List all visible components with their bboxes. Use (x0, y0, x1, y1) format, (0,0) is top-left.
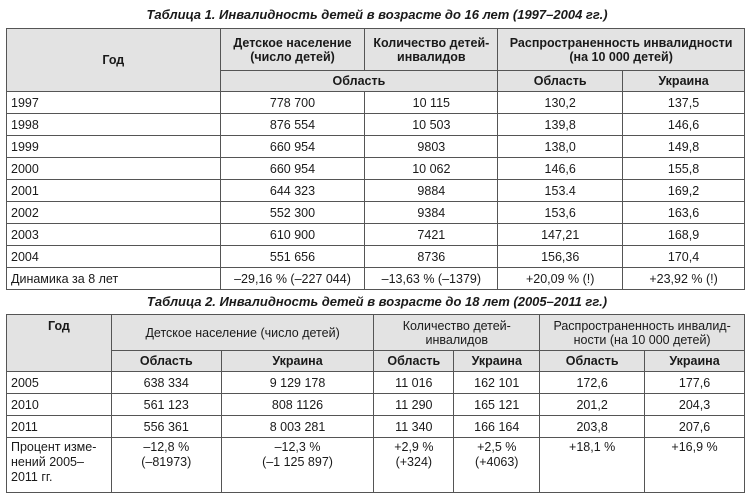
table-row (7, 372, 745, 394)
summary-oblast: +20,09 % (!) (498, 268, 623, 290)
t2-header-disabled: Количество детей-инвалидов (374, 315, 540, 351)
year-cell: 1999 (7, 136, 221, 158)
year-cell: 2003 (7, 224, 221, 246)
summary-dis-oblast (374, 438, 454, 493)
population-cell: 610 900 (220, 224, 365, 246)
year-cell: 2000 (7, 158, 221, 180)
summary-percent: –12,3 % (274, 440, 321, 454)
summary-dis-ukraine (454, 438, 540, 493)
t2-header-prev-oblast: Область (540, 351, 645, 372)
disabled-cell: 10 503 (365, 114, 498, 136)
summary-prev-ukraine: +16,9 % (645, 438, 745, 493)
t2-header-dis-ukraine: Украина (454, 351, 540, 372)
table2 (6, 314, 745, 493)
table-row (7, 224, 745, 246)
oblast-cell: 146,6 (498, 158, 623, 180)
prev-oblast-cell: 201,2 (540, 394, 645, 416)
ukraine-cell: 163,6 (623, 202, 745, 224)
pop-ukraine-cell: 808 1126 (221, 394, 374, 416)
t2-header-year: Год (7, 315, 112, 372)
ukraine-cell: 170,4 (623, 246, 745, 268)
t2-header-prevalence: Распространенность инвалид-ности (на 10 000 детей) (540, 315, 745, 351)
ukraine-cell: 168,9 (623, 224, 745, 246)
dis-oblast-cell: 11 290 (374, 394, 454, 416)
disabled-cell: 7421 (365, 224, 498, 246)
summary-population: –29,16 % (–227 044) (220, 268, 365, 290)
year-cell: 2002 (7, 202, 221, 224)
summary-absolute: (–1 125 897) (262, 455, 333, 469)
summary-absolute: (+4063) (475, 455, 519, 469)
year-cell: 1998 (7, 114, 221, 136)
oblast-cell: 156,36 (498, 246, 623, 268)
t1-header-year: Год (7, 29, 221, 92)
dis-ukraine-cell: 166 164 (454, 416, 540, 438)
t2-header-population: Детское население (число детей) (111, 315, 374, 351)
population-cell: 552 300 (220, 202, 365, 224)
disabled-cell: 10 115 (365, 92, 498, 114)
table-row (7, 202, 745, 224)
t2-header-pop-ukraine: Украина (221, 351, 374, 372)
summary-pop-ukraine (221, 438, 374, 493)
table-row (7, 394, 745, 416)
prev-oblast-cell: 203,8 (540, 416, 645, 438)
table1 (6, 28, 745, 290)
dis-ukraine-cell: 162 101 (454, 372, 540, 394)
ukraine-cell: 155,8 (623, 158, 745, 180)
year-cell: 2005 (7, 372, 112, 394)
oblast-cell: 153.4 (498, 180, 623, 202)
dis-ukraine-cell: 165 121 (454, 394, 540, 416)
summary-label-line: нений 2005– (11, 455, 84, 469)
t2-header-pop-oblast: Область (111, 351, 221, 372)
summary-percent: +2,9 % (394, 440, 434, 454)
t1-header-prevalence: Распространенность инвалидности (на 10 000 детей) (498, 29, 745, 71)
table-row (7, 180, 745, 202)
ukraine-cell: 169,2 (623, 180, 745, 202)
t1-header-oblast-span: Область (220, 71, 498, 92)
pop-oblast-cell: 556 361 (111, 416, 221, 438)
summary-label-line: 2011 гг. (11, 470, 53, 484)
t2-header-prev-ukraine: Украина (645, 351, 745, 372)
year-cell: 2010 (7, 394, 112, 416)
summary-ukraine: +23,92 % (!) (623, 268, 745, 290)
summary-percent: +2,5 % (477, 440, 517, 454)
oblast-cell: 130,2 (498, 92, 623, 114)
prev-ukraine-cell: 177,6 (645, 372, 745, 394)
t1-header-population: Детское население (число детей) (220, 29, 365, 71)
disabled-cell: 9803 (365, 136, 498, 158)
t2-header-dis-oblast: Область (374, 351, 454, 372)
population-cell: 876 554 (220, 114, 365, 136)
disabled-cell: 10 062 (365, 158, 498, 180)
disabled-cell: 9884 (365, 180, 498, 202)
year-cell: 2004 (7, 246, 221, 268)
table-row (7, 114, 745, 136)
table-row (7, 246, 745, 268)
summary-row (7, 438, 745, 493)
summary-absolute: (+324) (395, 455, 433, 469)
summary-disabled: –13,63 % (–1379) (365, 268, 498, 290)
population-cell: 644 323 (220, 180, 365, 202)
year-cell: 1997 (7, 92, 221, 114)
oblast-cell: 139,8 (498, 114, 623, 136)
summary-row (7, 268, 745, 290)
table-row (7, 92, 745, 114)
summary-label-line: Процент изме- (11, 440, 97, 454)
pop-oblast-cell: 561 123 (111, 394, 221, 416)
table-row (7, 416, 745, 438)
summary-label (7, 438, 112, 493)
prev-oblast-cell: 172,6 (540, 372, 645, 394)
prev-ukraine-cell: 204,3 (645, 394, 745, 416)
oblast-cell: 147,21 (498, 224, 623, 246)
summary-percent: –12,8 % (143, 440, 190, 454)
pop-ukraine-cell: 8 003 281 (221, 416, 374, 438)
pop-oblast-cell: 638 334 (111, 372, 221, 394)
t1-header-oblast: Область (498, 71, 623, 92)
ukraine-cell: 137,5 (623, 92, 745, 114)
table-row (7, 158, 745, 180)
dis-oblast-cell: 11 340 (374, 416, 454, 438)
prev-ukraine-cell: 207,6 (645, 416, 745, 438)
summary-prev-oblast: +18,1 % (540, 438, 645, 493)
table2-title: Таблица 2. Инвалидность детей в возрасте до 18 лет (2005–2011 гг.) (146, 294, 608, 309)
oblast-cell: 153,6 (498, 202, 623, 224)
disabled-cell: 8736 (365, 246, 498, 268)
population-cell: 660 954 (220, 158, 365, 180)
population-cell: 660 954 (220, 136, 365, 158)
summary-pop-oblast (111, 438, 221, 493)
table1-title: Таблица 1. Инвалидность детей в возрасте до 16 лет (1997–2004 гг.) (146, 7, 608, 22)
summary-label: Динамика за 8 лет (7, 268, 221, 290)
ukraine-cell: 149,8 (623, 136, 745, 158)
year-cell: 2011 (7, 416, 112, 438)
table-row (7, 136, 745, 158)
year-cell: 2001 (7, 180, 221, 202)
ukraine-cell: 146,6 (623, 114, 745, 136)
t1-header-ukraine: Украина (623, 71, 745, 92)
population-cell: 551 656 (220, 246, 365, 268)
disabled-cell: 9384 (365, 202, 498, 224)
oblast-cell: 138,0 (498, 136, 623, 158)
summary-absolute: (–81973) (141, 455, 192, 469)
pop-ukraine-cell: 9 129 178 (221, 372, 374, 394)
population-cell: 778 700 (220, 92, 365, 114)
dis-oblast-cell: 11 016 (374, 372, 454, 394)
t1-header-disabled: Количество детей-инвалидов (365, 29, 498, 71)
